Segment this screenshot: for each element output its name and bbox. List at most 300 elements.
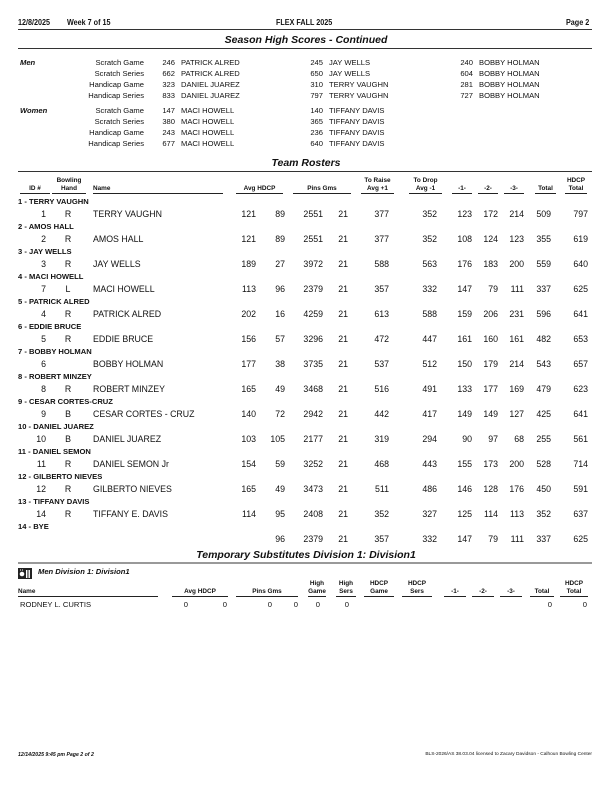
season-high-bowler: PATRICK ALRED [181,69,240,78]
game-1-score: 108 [457,234,472,244]
bowler-name: BOBBY HOLMAN [93,359,164,369]
bowler-name: DANIEL SEMON Jr [93,459,169,469]
roster-row [0,434,612,446]
series-total: 559 [536,259,551,269]
series-total: 543 [536,359,551,369]
season-high-score: 147 [162,106,175,115]
hdcp-series-total: 653 [573,334,588,344]
game-3-score: 161 [509,334,524,344]
series-total: 355 [536,234,551,244]
season-high-label: Scratch Series [94,69,144,78]
bowler-id: 3 [41,259,46,269]
to-drop-avg: 447 [422,334,437,344]
bowler-handicap: 59 [275,459,285,469]
total-pins: 2177 [303,434,323,444]
total-pins: 3735 [303,359,323,369]
to-drop-avg: 563 [422,259,437,269]
hdcp-series-total: 641 [573,409,588,419]
season-high-bowler: JAY WELLS [329,69,371,78]
season-high-score: 365 [310,117,323,126]
sub-col-hdcp-game: HDCP Game [364,580,394,597]
season-high-bowler: TIFFANY DAVIS [329,106,385,115]
bowler-id: 14 [36,509,46,519]
game-1-score: 147 [457,284,472,294]
series-total: 596 [536,309,551,319]
season-high-score: 677 [162,139,175,148]
to-drop-avg: 443 [422,459,437,469]
season-high-bowler: PATRICK ALRED [181,58,240,67]
sub-name: RODNEY L. CURTIS [20,600,92,609]
col-hdcp-total: HDCP Total [566,177,586,192]
sub-col-avg-hdcp: Avg HDCP [172,580,228,597]
season-high-score: 650 [310,69,323,78]
game-1-score: 155 [457,459,472,469]
sub-col-game-2: -2- [472,580,494,597]
sub-col-game-3: -3- [500,580,522,597]
bowler-name: TERRY VAUGHN [93,209,162,219]
series-total: 509 [536,209,551,219]
games-played: 21 [338,284,348,294]
bowler-id: 2 [41,234,46,244]
season-high-category: Men [20,58,36,67]
bowling-hand: R [64,384,72,394]
team-name: 9 - CESAR CORTES-CRUZ [18,397,113,406]
to-raise-avg: 357 [374,534,389,544]
game-3-score: 231 [509,309,524,319]
roster-row [0,334,612,346]
season-high-divider [18,48,592,49]
team-name: 8 - ROBERT MINZEY [18,372,92,381]
bowler-handicap: 89 [275,234,285,244]
col-id: ID # [20,177,50,194]
roster-row [0,259,612,271]
team-name: 13 - TIFFANY DAVIS [18,497,90,506]
game-2-score: 173 [483,459,498,469]
games-played: 21 [338,459,348,469]
game-2-score: 177 [483,384,498,394]
to-raise-avg: 377 [374,209,389,219]
game-1-score: 125 [457,509,472,519]
bowler-name: ROBERT MINZEY [93,384,166,394]
season-high-score: 380 [162,117,175,126]
total-pins: 3473 [303,484,323,494]
roster-row [0,309,612,321]
bowler-id: 11 [36,459,46,469]
bowler-id: 10 [36,434,46,444]
season-high-label: Handicap Game [89,80,144,89]
games-played: 21 [338,259,348,269]
bowler-id: 7 [41,284,46,294]
sub-total: 0 [547,600,552,609]
total-pins: 2379 [303,534,323,544]
series-total: 337 [536,534,551,544]
season-high-score: 662 [162,69,175,78]
game-1-score: 133 [457,384,472,394]
bowler-average: 165 [241,484,256,494]
bowlers-icon [18,566,32,577]
bowling-hand: B [65,409,71,419]
total-pins: 2942 [303,409,323,419]
bowler-handicap: 49 [275,484,285,494]
season-high-score: 236 [310,128,323,137]
to-drop-avg: 417 [422,409,437,419]
game-2-score: 114 [483,509,498,519]
sub-col-pins-gms: Pins Gms [236,580,298,597]
games-played: 21 [338,434,348,444]
bowling-hand: R [64,259,72,269]
season-high-category: Women [20,106,48,115]
to-raise-avg: 511 [374,484,389,494]
season-high-score: 604 [460,69,473,78]
game-2-score: 79 [488,534,498,544]
bowler-handicap: 49 [275,384,285,394]
to-raise-avg: 442 [374,409,389,419]
to-drop-avg: 491 [422,384,437,394]
season-high-score: 243 [162,128,175,137]
bowler-name: DANIEL JUAREZ [93,434,162,444]
series-total: 337 [536,284,551,294]
games-played: 21 [338,209,348,219]
bowler-id: 1 [41,209,46,219]
sub-col-hdcp-total: HDCP Total [560,580,588,597]
total-pins: 3296 [303,334,323,344]
game-3-score: 127 [509,409,524,419]
bowler-id: 5 [41,334,46,344]
game-3-score: 113 [509,509,524,519]
series-total: 479 [536,384,551,394]
to-drop-avg: 588 [422,309,437,319]
games-played: 21 [338,384,348,394]
game-1-score: 123 [457,209,472,219]
game-1-score: 159 [457,309,472,319]
season-high-label: Handicap Series [88,91,144,100]
team-name: 4 - MACI HOWELL [18,272,84,281]
bowler-average: 121 [241,209,256,219]
col-avg-hdcp: Avg HDCP [236,177,283,194]
to-drop-avg: 294 [422,434,437,444]
roster-row [0,409,612,421]
bowler-handicap: 72 [275,409,285,419]
bowler-handicap: 16 [275,309,285,319]
hdcp-series-total: 797 [573,209,588,219]
bowler-name: TIFFANY E. DAVIS [93,509,168,519]
game-3-score: 68 [514,434,524,444]
game-3-score: 169 [509,384,524,394]
sub-col-high-sers: High Sers [336,580,356,597]
series-total: 528 [536,459,551,469]
bowler-average: 165 [241,384,256,394]
game-1-score: 147 [457,534,472,544]
game-2-score: 183 [483,259,498,269]
sub-pins: 0 [267,600,272,609]
game-2-score: 149 [483,409,498,419]
bowler-name: JAY WELLS [93,259,141,269]
bowler-average: 202 [241,309,256,319]
season-high-bowler: BOBBY HOLMAN [479,69,540,78]
bowling-hand: B [65,434,71,444]
bowler-average: 189 [241,259,256,269]
series-total: 425 [536,409,551,419]
season-high-bowler: TIFFANY DAVIS [329,128,385,137]
game-2-score: 97 [488,434,498,444]
substitutes-title: Temporary Substitutes Division 1: Division1 [196,549,416,561]
season-high-bowler: TERRY VAUGHN [329,80,389,89]
total-pins: 2551 [303,209,323,219]
hdcp-series-total: 640 [573,259,588,269]
team-name: 14 - BYE [18,522,49,531]
bowler-average: 103 [241,434,256,444]
to-drop-avg: 352 [422,234,437,244]
bowler-name: GILBERTO NIEVES [93,484,172,494]
bowler-handicap: 96 [275,534,285,544]
season-high-bowler: MACI HOWELL [181,128,235,137]
roster-row [0,534,612,546]
col-game-3: -3- [504,177,524,194]
game-1-score: 149 [457,409,472,419]
sub-hdcp-total: 0 [582,600,587,609]
game-3-score: 176 [509,484,524,494]
game-2-score: 172 [483,209,498,219]
to-raise-avg: 357 [374,284,389,294]
bowling-hand: R [64,309,72,319]
bowler-name: PATRICK ALRED [93,309,162,319]
bowler-name: AMOS HALL [93,234,144,244]
bowler-average: 177 [241,359,256,369]
to-raise-avg: 468 [374,459,389,469]
team-name: 1 - TERRY VAUGHN [18,197,89,206]
to-drop-avg: 332 [422,284,437,294]
season-high-bowler: TIFFANY DAVIS [329,117,385,126]
roster-row [0,509,612,521]
game-1-score: 146 [457,484,472,494]
bowling-hand: R [64,334,72,344]
roster-row [0,234,612,246]
games-played: 21 [338,359,348,369]
sub-col-high-game: High Game [308,580,326,595]
bowler-average: 121 [241,234,256,244]
bowler-handicap: 57 [275,334,285,344]
bowler-handicap: 95 [275,509,285,519]
bowling-hand: R [64,484,72,494]
games-played: 21 [338,484,348,494]
game-3-score: 200 [509,259,524,269]
bowler-name: CESAR CORTES - CRUZ [93,409,195,419]
game-1-score: 90 [462,434,472,444]
to-raise-avg: 319 [374,434,389,444]
roster-row [0,459,612,471]
series-total: 352 [536,509,551,519]
sub-games: 0 [293,600,298,609]
to-drop-avg: 352 [422,209,437,219]
hdcp-series-total: 625 [573,534,588,544]
series-total: 255 [536,434,551,444]
license-text: BLS-2026/AS 38.03.04 licensed to Zacary Davidson - Calhoun Bowling Center [425,752,592,757]
sub-average: 0 [183,600,188,609]
to-drop-avg: 332 [422,534,437,544]
bowler-name: EDDIE BRUCE [93,334,154,344]
to-raise-avg: 613 [374,309,389,319]
team-name: 12 - GILBERTO NIEVES [18,472,103,481]
game-2-score: 160 [483,334,498,344]
game-3-score: 111 [510,284,524,294]
col-game-1: -1- [452,177,472,194]
bowler-id: 12 [36,484,46,494]
season-high-score: 727 [460,91,473,100]
hdcp-series-total: 714 [573,459,588,469]
bowler-average: 154 [241,459,256,469]
season-high-score: 140 [310,106,323,115]
games-played: 21 [338,534,348,544]
season-high-score: 246 [162,58,175,67]
bowler-handicap: 96 [275,284,285,294]
header-divider [18,29,592,30]
bowler-handicap: 38 [275,359,285,369]
team-name: 7 - BOBBY HOLMAN [18,347,92,356]
col-pins-gms: Pins Gms [293,177,351,194]
season-high-label: Scratch Game [95,106,144,115]
bowling-hand: R [64,234,72,244]
to-raise-avg: 472 [374,334,389,344]
games-played: 21 [338,234,348,244]
sub-high-series: 0 [344,600,349,609]
game-3-score: 200 [509,459,524,469]
hdcp-series-total: 623 [573,384,588,394]
games-played: 21 [338,409,348,419]
bowler-handicap: 89 [275,209,285,219]
team-name: 10 - DANIEL JUAREZ [18,422,94,431]
game-3-score: 123 [509,234,524,244]
hdcp-series-total: 625 [573,284,588,294]
hdcp-series-total: 637 [573,509,588,519]
bowler-id: 4 [41,309,46,319]
season-high-label: Handicap Series [88,139,144,148]
season-high-score: 245 [310,58,323,67]
week-label: Week 7 of 15 [67,18,111,27]
game-3-score: 111 [510,534,524,544]
to-drop-avg: 512 [422,359,437,369]
team-name: 11 - DANIEL SEMON [18,447,91,456]
team-name: 6 - EDDIE BRUCE [18,322,82,331]
col-name: Name [93,177,223,194]
roster-row [0,209,612,221]
total-pins: 3468 [303,384,323,394]
to-drop-avg: 486 [422,484,437,494]
season-high-label: Handicap Game [89,128,144,137]
sub-col-name: Name [18,580,158,597]
page-number: Page 2 [566,18,590,27]
games-played: 21 [338,509,348,519]
rosters-divider [18,171,592,172]
roster-row [0,484,612,496]
season-high-score: 310 [310,80,323,89]
to-raise-avg: 377 [374,234,389,244]
substitutes-divider [18,562,592,564]
season-high-bowler: JAY WELLS [329,58,371,67]
roster-row [0,284,612,296]
season-high-bowler: DANIEL JUAREZ [181,91,240,100]
sub-col-total: Total [530,580,554,597]
season-high-bowler: MACI HOWELL [181,139,235,148]
season-high-bowler: BOBBY HOLMAN [479,91,540,100]
to-drop-avg: 327 [422,509,437,519]
bowling-hand: R [64,509,72,519]
substitute-row [0,600,612,611]
bowler-average: 156 [241,334,256,344]
substitutes-group-label: Men Division 1: Division1 [38,567,130,576]
games-played: 21 [338,334,348,344]
season-high-bowler: BOBBY HOLMAN [479,58,540,67]
game-3-score: 214 [509,359,524,369]
game-2-score: 124 [483,234,498,244]
bowler-average: 114 [241,509,256,519]
season-high-label: Scratch Series [94,117,144,126]
total-pins: 3252 [303,459,323,469]
team-name: 2 - AMOS HALL [18,222,74,231]
season-high-label: Scratch Game [95,58,144,67]
to-raise-avg: 352 [374,509,389,519]
season-high-score: 797 [310,91,323,100]
game-3-score: 214 [509,209,524,219]
game-1-score: 176 [457,259,472,269]
sub-high-game: 0 [315,600,320,609]
bowling-hand: R [64,459,72,469]
total-pins: 2408 [303,509,323,519]
bowler-id: 8 [41,384,46,394]
bowling-hand: R [64,209,72,219]
series-total: 450 [536,484,551,494]
sub-col-hdcp-sers: HDCP Sers [402,580,432,597]
hdcp-series-total: 657 [573,359,588,369]
total-pins: 4259 [303,309,323,319]
game-1-score: 150 [457,359,472,369]
team-rosters-title: Team Rosters [271,157,341,169]
bowler-id: 9 [41,409,46,419]
total-pins: 3972 [303,259,323,269]
to-raise-avg: 537 [374,359,389,369]
report-date: 12/8/2025 [18,18,51,27]
season-high-bowler: MACI HOWELL [181,106,235,115]
season-high-title: Season High Scores - Continued [224,34,388,46]
col-game-2: -2- [478,177,498,194]
col-to-drop: To Drop Avg -1 [409,177,442,194]
season-high-score: 323 [162,80,175,89]
season-high-bowler: DANIEL JUAREZ [181,80,240,89]
total-pins: 2379 [303,284,323,294]
season-high-score: 240 [460,58,473,67]
game-2-score: 79 [488,284,498,294]
league-name: FLEX FALL 2025 [276,18,333,27]
season-high-bowler: BOBBY HOLMAN [479,80,540,89]
bowler-average: 140 [241,409,256,419]
season-high-bowler: TIFFANY DAVIS [329,139,385,148]
game-2-score: 128 [483,484,498,494]
season-high-score: 281 [460,80,473,89]
hdcp-series-total: 591 [573,484,588,494]
season-high-score: 833 [162,91,175,100]
col-hand: Bowling Hand [52,177,86,194]
bowling-hand: L [65,284,71,294]
season-high-score: 640 [310,139,323,148]
team-name: 3 - JAY WELLS [18,247,72,256]
sub-handicap: 0 [222,600,227,609]
bowler-name: MACI HOWELL [93,284,155,294]
bowler-id: 6 [41,359,46,369]
hdcp-series-total: 619 [573,234,588,244]
season-high-bowler: MACI HOWELL [181,117,235,126]
roster-row [0,359,612,371]
to-raise-avg: 588 [374,259,389,269]
roster-row [0,384,612,396]
